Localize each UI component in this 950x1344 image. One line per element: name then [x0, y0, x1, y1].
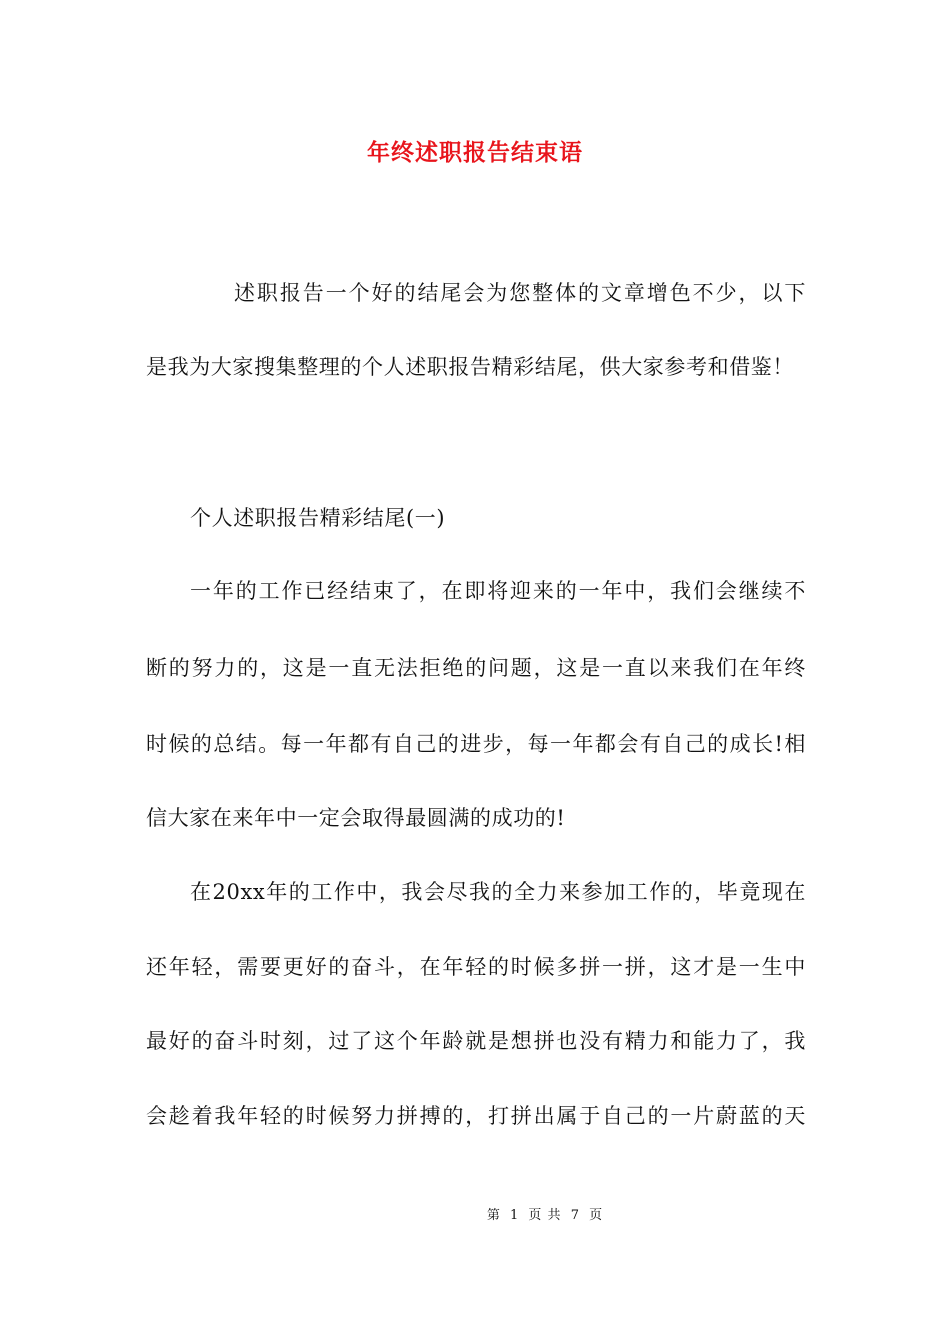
footer-page-number: 1 [510, 1208, 520, 1223]
footer-suffix: 页 [589, 1208, 604, 1223]
paragraph-line: 最好的奋斗时刻，过了这个年龄就是想拼也没有精力和能力了，我 [146, 1029, 806, 1053]
paragraph-line: 述职报告一个好的结尾会为您整体的文章增色不少，以下 [234, 281, 806, 305]
page-footer [0, 1207, 950, 1225]
paragraph-line: 断的努力的，这是一直无法拒绝的问题，这是一直以来我们在年终 [146, 656, 806, 680]
section-heading: 个人述职报告精彩结尾(一) [190, 506, 446, 530]
paragraph-line: 一年的工作已经结束了，在即将迎来的一年中，我们会继续不 [190, 579, 806, 603]
paragraph-line: 是我为大家搜集整理的个人述职报告精彩结尾，供大家参考和借鉴！ [146, 355, 794, 379]
paragraph-line: 在20xx年的工作中，我会尽我的全力来参加工作的，毕竟现在 [190, 880, 806, 904]
footer-mid: 页 共 [528, 1208, 562, 1223]
paragraph-line: 信大家在来年中一定会取得最圆满的成功的! [146, 806, 566, 830]
paragraph-line: 会趁着我年轻的时候努力拼搏的，打拼出属于自己的一片蔚蓝的天 [146, 1104, 806, 1128]
paragraph-line: 还年轻，需要更好的奋斗，在年轻的时候多拼一拼，这才是一生中 [146, 955, 806, 979]
footer-prefix: 第 [486, 1208, 501, 1223]
paragraph-line: 时候的总结。每一年都有自己的进步，每一年都会有自己的成长!相 [146, 732, 806, 756]
footer-total-pages: 7 [570, 1208, 580, 1223]
document-title: 年终述职报告结束语 [367, 139, 583, 166]
